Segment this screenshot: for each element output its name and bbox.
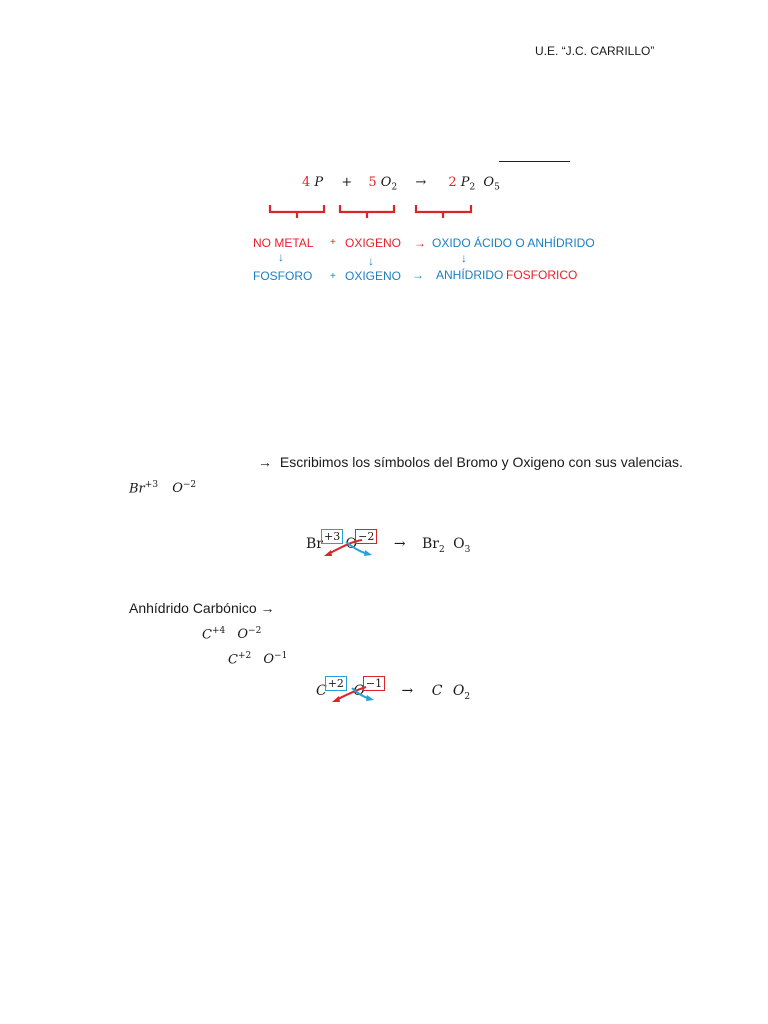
- product-o: O: [483, 175, 495, 190]
- header-underline: [499, 161, 570, 162]
- eq-arrow-carbon: →: [401, 683, 414, 699]
- label-no-metal: NO METAL: [253, 236, 314, 250]
- down-arrow-3: ↓: [461, 251, 467, 265]
- down-arrow-1: ↓: [278, 250, 284, 264]
- o-valence: −2: [182, 480, 197, 490]
- bromo-valences: [129, 480, 196, 496]
- br-valence: +3: [144, 480, 159, 490]
- brace-reactant-1: [270, 205, 324, 218]
- reaction-arrow: →: [415, 175, 427, 190]
- eq-o: O: [345, 536, 358, 552]
- down-arrow-2: ↓: [368, 254, 374, 268]
- blue-arrowhead: [364, 550, 372, 556]
- c-valence-2: +2: [237, 651, 252, 661]
- o-subscript: 2: [391, 182, 398, 193]
- o-symbol: O: [172, 481, 183, 497]
- product-c: C: [431, 683, 443, 699]
- carbon-cross-arrows: [320, 680, 390, 710]
- coef-product: 2: [448, 175, 457, 190]
- red-arrowhead: [324, 550, 332, 556]
- step-arrow: →: [258, 454, 272, 470]
- label-arrow-1: →: [414, 236, 426, 250]
- bromo-cross-arrows: [310, 534, 390, 564]
- blue-arrowhead-carbon: [366, 695, 374, 701]
- eq-o-carbon: O: [353, 683, 365, 699]
- product-p-subscript: 2: [469, 182, 476, 193]
- c-symbol-1: C: [202, 627, 212, 643]
- br-valence-box: +3: [321, 529, 343, 544]
- red-cross-arrow: [328, 540, 362, 554]
- red-cross-arrow-carbon: [336, 687, 366, 700]
- product-p: P: [460, 175, 470, 190]
- label-fosforo: FOSFORO: [253, 269, 313, 283]
- coef-p: 4: [302, 175, 311, 190]
- symbol-p: P: [314, 175, 324, 190]
- label-oxido-acido: OXIDO ÁCIDO O ANHÍDRIDO: [432, 236, 595, 250]
- label-plus-2: +: [330, 271, 336, 282]
- product-o-carbon: O: [452, 683, 465, 699]
- o-valence-box-carbon: −1: [363, 676, 385, 691]
- o-valence-2: −1: [274, 651, 288, 661]
- o-symbol-2: O: [263, 652, 275, 668]
- brace-reactant-2: [340, 205, 394, 218]
- product-br-subscript: 2: [438, 544, 445, 555]
- c-symbol-2: C: [228, 652, 238, 668]
- carbon-valences-2: [228, 651, 287, 667]
- carbon-valences-1: [202, 626, 261, 642]
- eq-br: Br: [306, 536, 323, 552]
- bromo-step: [258, 454, 683, 470]
- label-plus-1: +: [330, 237, 336, 248]
- equation-phosphorus: [302, 175, 500, 193]
- red-arrowhead-carbon: [332, 696, 340, 702]
- plus-sign: +: [341, 175, 353, 190]
- c-valence-box: +2: [325, 676, 347, 691]
- brace-product: [416, 205, 471, 218]
- symbol-o: O: [380, 175, 392, 190]
- label-fosforico: FOSFORICO: [506, 268, 578, 282]
- o-valence-1: −2: [248, 626, 262, 636]
- product-o: O: [453, 536, 465, 552]
- label-anhidrido: ANHÍDRIDO: [436, 268, 504, 282]
- product-o-carbon-subscript: 2: [464, 691, 471, 702]
- eq-c: C: [316, 683, 327, 699]
- label-arrow-2: →: [412, 268, 424, 282]
- product-br: Br: [422, 536, 439, 552]
- school-header: U.E. “J.C. CARRILLO”: [535, 44, 655, 58]
- coef-o: 5: [368, 175, 377, 190]
- c-valence-1: +4: [211, 626, 226, 636]
- o-symbol-1: O: [237, 627, 249, 643]
- red-braces: [264, 202, 478, 222]
- step-text: Escribimos los símbolos del Bromo y Oxigeno con sus valencias.: [279, 454, 683, 470]
- label-oxigeno-1: OXIGENO: [345, 236, 402, 250]
- carbon-title: Anhídrido Carbónico →: [129, 600, 275, 616]
- o-valence-box: −2: [355, 529, 377, 544]
- label-oxigeno-2: OXIGENO: [345, 269, 402, 283]
- product-o-subscript: 5: [494, 182, 500, 193]
- product-o-subscript: 3: [464, 544, 471, 555]
- br-symbol: Br: [129, 481, 145, 497]
- eq-arrow: →: [393, 536, 406, 552]
